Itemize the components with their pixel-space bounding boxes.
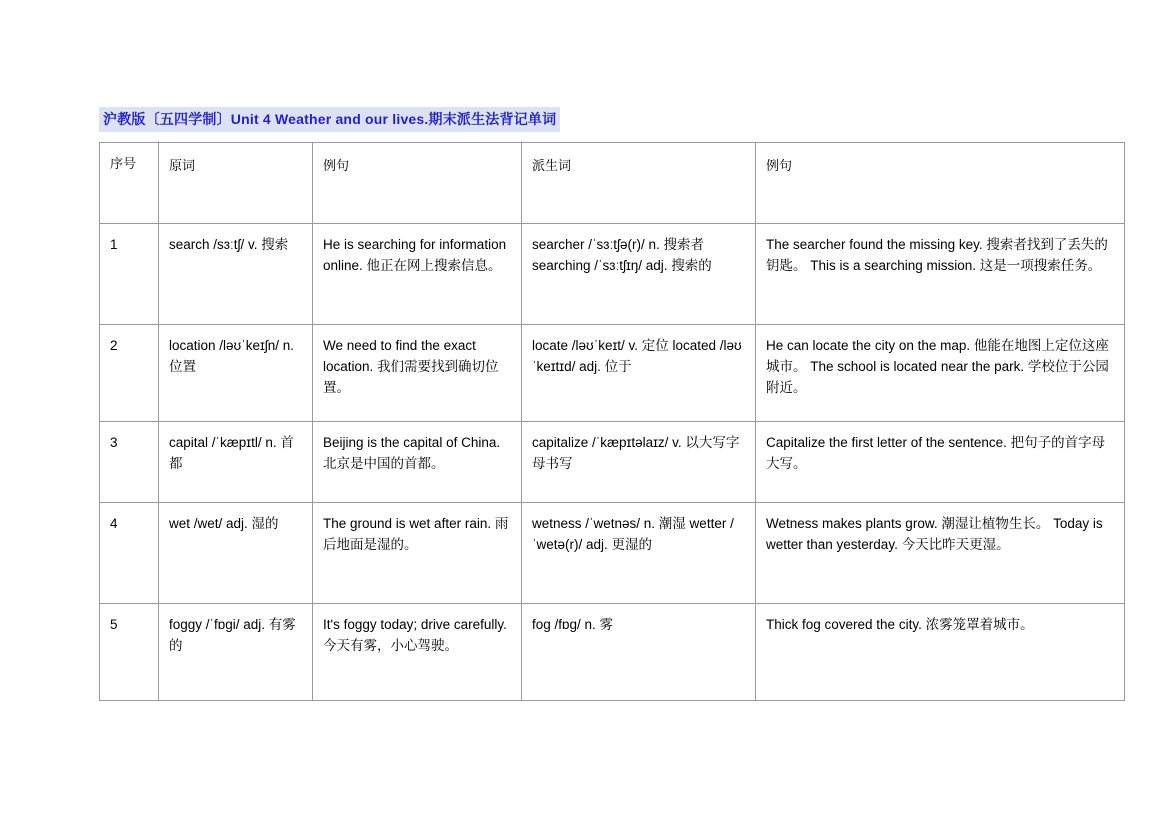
table-row (100, 422, 1125, 503)
cell-example2: He can locate the city on the map. 他能在地图上定位这座城市。 The school is located near the park. 学校位于公园附近。 (756, 325, 1125, 422)
cell-example1: Beijing is the capital of China. 北京是中国的首都。 (313, 422, 522, 503)
page-title: 沪教版〔五四学制〕Unit 4 Weather and our lives.期末派生法背记单词 (99, 107, 560, 132)
cell-example1: It's foggy today; drive carefully. 今天有雾，小心驾驶。 (313, 604, 522, 701)
cell-example2: Thick fog covered the city. 浓雾笼罩着城市。 (756, 604, 1125, 701)
cell-no: 4 (100, 503, 159, 604)
cell-derivative: fog /fɒɡ/ n. 雾 (522, 604, 756, 701)
cell-derivative: locate /ləʊˈkeɪt/ v. 定位 located /ləʊˈkeɪtɪd/ adj. 位于 (522, 325, 756, 422)
cell-word: location /ləʊˈkeɪʃn/ n. 位置 (159, 325, 313, 422)
vocabulary-table (99, 142, 1125, 701)
column-header-example2: 例句 (756, 143, 1125, 224)
cell-word: capital /ˈkæpɪtl/ n. 首都 (159, 422, 313, 503)
cell-example2: Wetness makes plants grow. 潮湿让植物生长。 Today is wetter than yesterday. 今天比昨天更湿。 (756, 503, 1125, 604)
cell-word: foggy /ˈfɒɡi/ adj. 有雾的 (159, 604, 313, 701)
cell-derivative: searcher /ˈsɜːtʃə(r)/ n. 搜索者 searching /ˈsɜːtʃɪŋ/ adj. 搜索的 (522, 224, 756, 325)
cell-example2: Capitalize the first letter of the sentence. 把句子的首字母大写。 (756, 422, 1125, 503)
cell-no: 3 (100, 422, 159, 503)
column-header-no: 序号 (100, 143, 159, 224)
table-header-row (100, 143, 1125, 224)
table-row (100, 503, 1125, 604)
table-row (100, 604, 1125, 701)
cell-example1: He is searching for information online. 他正在网上搜索信息。 (313, 224, 522, 325)
table-row (100, 224, 1125, 325)
cell-derivative: capitalize /ˈkæpɪtəlaɪz/ v. 以大写字母书写 (522, 422, 756, 503)
cell-example1: We need to find the exact location. 我们需要找到确切位置。 (313, 325, 522, 422)
cell-word: wet /wet/ adj. 湿的 (159, 503, 313, 604)
column-header-derivative: 派生词 (522, 143, 756, 224)
cell-derivative: wetness /ˈwetnəs/ n. 潮湿 wetter /ˈwetə(r)/ adj. 更湿的 (522, 503, 756, 604)
column-header-word: 原词 (159, 143, 313, 224)
cell-no: 5 (100, 604, 159, 701)
cell-no: 2 (100, 325, 159, 422)
cell-example2: The searcher found the missing key. 搜索者找到了丢失的钥匙。 This is a searching mission. 这是一项搜索任务。 (756, 224, 1125, 325)
column-header-example1: 例句 (313, 143, 522, 224)
cell-example1: The ground is wet after rain. 雨后地面是湿的。 (313, 503, 522, 604)
table-row (100, 325, 1125, 422)
cell-word: search /sɜːtʃ/ v. 搜索 (159, 224, 313, 325)
cell-no: 1 (100, 224, 159, 325)
